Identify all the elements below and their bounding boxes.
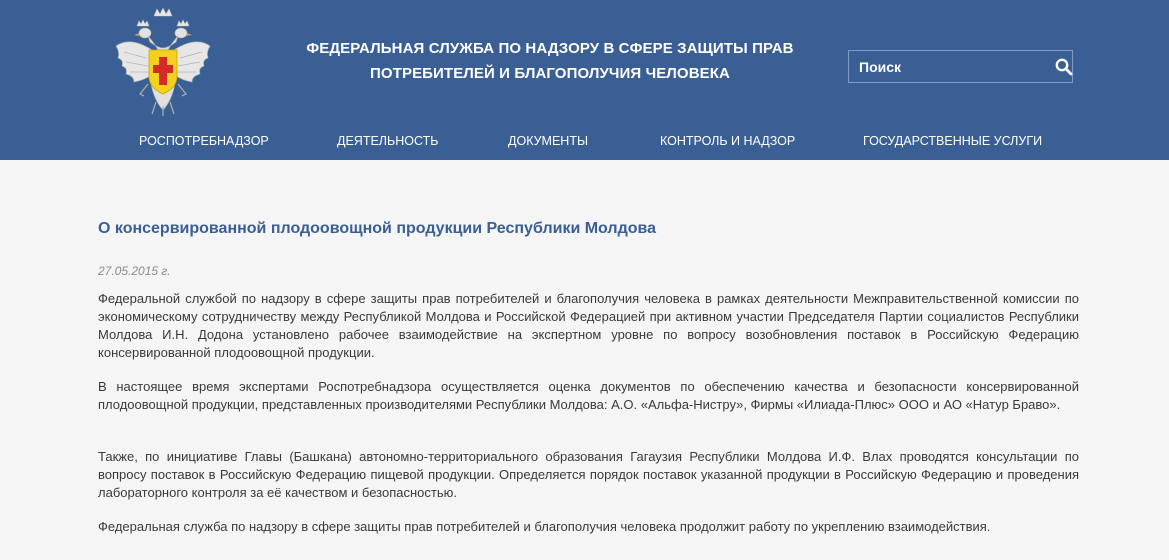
nav-item-control[interactable]: КОНТРОЛЬ И НАДЗОР <box>660 134 796 148</box>
article-paragraph: В настоящее время экспертами Роспотребнадзора осуществляется оценка документов по обеспечению качества и безопасности консервированной плодоовощной продукции, представленных производителями Республики Молдова: А.О. «Альфа-Нистру», Фирмы «Илиада-Плюс» ООО и АО «Натур Браво». <box>98 379 1079 412</box>
site-title-line1: ФЕДЕРАЛЬНАЯ СЛУЖБА ПО НАДЗОРУ В СФЕРЕ ЗАЩИТЫ ПРАВ <box>306 40 794 57</box>
article-date: 27.05.2015 г. <box>98 264 171 278</box>
nav-item-documents[interactable]: ДОКУМЕНТЫ <box>508 134 589 148</box>
main-nav <box>0 128 1169 154</box>
nav-item-public-services[interactable]: ГОСУДАРСТВЕННЫЕ УСЛУГИ <box>863 134 1043 148</box>
search-icon <box>1055 58 1073 76</box>
search-input[interactable] <box>849 51 1055 82</box>
article-paragraph: Федеральная служба по надзору в сфере защиты прав потребителей и благополучия человека продолжит работу по укреплению взаимодействия. <box>98 519 991 534</box>
nav-item-activity[interactable]: ДЕЯТЕЛЬНОСТЬ <box>337 134 439 148</box>
search-box <box>848 50 1073 83</box>
article-paragraph: Федеральной службой по надзору в сфере защиты прав потребителей и благополучия человека в рамках деятельности Межправительственной комиссии по экономическому сотрудничеству между Республикой Молдова и Российской Федерацией при активном участии Председателя Партии социалистов Республики Молдова И.Н. Додона установлено рабочее взаимодействие на экспертном уровне по вопросу возобновления поставок в Российскую Федерацию консервированной плодоовощной продукции. <box>98 291 1079 360</box>
coat-of-arms-icon[interactable] <box>110 6 216 118</box>
site-title <box>290 36 810 86</box>
nav-item-rospotrebnadzor[interactable]: РОСПОТРЕБНАДЗОР <box>139 134 269 148</box>
site-title-line2: ПОТРЕБИТЕЛЕЙ И БЛАГОПОЛУЧИЯ ЧЕЛОВЕКА <box>370 65 730 82</box>
article-title: О консервированной плодоовощной продукции Республики Молдова <box>98 220 657 237</box>
search-button[interactable] <box>1055 51 1073 82</box>
article-paragraph: Также, по инициативе Главы (Башкана) автономно-территориального образования Гагаузия Республики Молдова И.Ф. Влах проводятся консультации по вопросу поставок в Российскую Федерацию пищевой продукции. Определяется порядок поставок указанной продукции в Российскую Федерацию и проведения лабораторного контроля за её качеством и безопасностью. <box>98 449 1079 500</box>
site-header <box>0 0 1169 160</box>
